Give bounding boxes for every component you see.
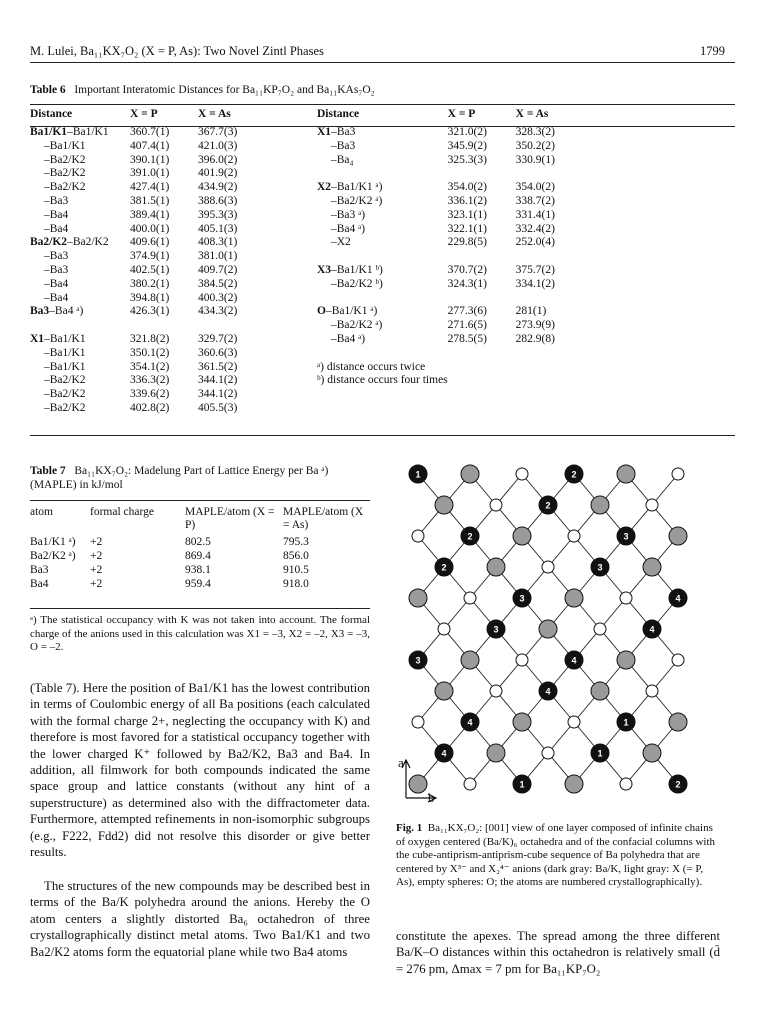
table-cell: 329.7(2) — [198, 332, 238, 345]
table6-grid — [317, 108, 586, 388]
table-cell: 910.5 — [283, 564, 309, 576]
table-cell: 390.1(1) — [130, 153, 170, 166]
table-cell — [317, 347, 448, 361]
table-row — [30, 292, 268, 306]
atom-sphere — [620, 778, 632, 790]
atom-number: 1 — [623, 717, 629, 728]
atom-sphere — [412, 530, 424, 542]
table-cell: –Ba1/K1 — [44, 360, 86, 373]
table-cell: 322.1(1) — [447, 222, 487, 235]
atom-sphere — [516, 468, 528, 480]
atom-sphere — [487, 744, 505, 762]
table-row — [30, 223, 268, 237]
table-cell: 325.3(3) — [447, 153, 487, 166]
table-cell — [516, 292, 586, 306]
table-cell: 344.1(2) — [198, 374, 238, 387]
table-cell: 324.3(1) — [447, 277, 487, 290]
table-cell: –Ba3 — [331, 139, 356, 152]
table-row — [317, 292, 586, 306]
table-cell: 426.3(1) — [130, 305, 170, 318]
atom-sphere — [646, 685, 658, 697]
table-row — [317, 278, 586, 292]
table-cell: –Ba2/K2 — [44, 374, 86, 387]
table-row — [30, 333, 268, 347]
atom-sphere — [568, 530, 580, 542]
table7-footnote: ᵃ) The statistical occupancy with K was not taken into account. The formal charge of the anions used in this calculation was X1 = –3, X2 = –2, X3 = –3, O = –2. — [30, 614, 370, 653]
table-cell: –Ba2/K2 ᵃ) — [331, 194, 383, 207]
table6-header-cell: Distance — [30, 108, 73, 120]
table6-left-block — [30, 108, 268, 416]
table-row — [30, 564, 368, 578]
table-row — [317, 361, 586, 375]
table-cell — [130, 319, 198, 333]
table-cell: 334.1(2) — [515, 277, 555, 290]
table-cell: 331.4(1) — [515, 208, 555, 221]
table6-header-rule — [30, 126, 735, 127]
atom-sphere — [435, 682, 453, 700]
table-row — [317, 236, 586, 250]
paragraph-1: (Table 7). Here the position of Ba1/K1 has the lowest contribution in terms of Coulombic energy of all Ba positions (each calculated with the formal charge 2+, neglecting the occupancy with K) and therefore is most favored for a statistical occupancy together with the lower charged K⁺ followed by Ba2/K2, Ba3 and Ba4. In addition, all filmwork for both compounds indicated the same space group and lattice constants (without any hint of a superstructure) as determined also with the diffractometer data. Furthermore, attempted refinements in non-isomorphic subgroups (e.g., F222, Fdd2) did not resolve this disorder or give better results. — [30, 681, 370, 860]
atom-sphere — [435, 496, 453, 514]
table-cell: +2 — [90, 564, 103, 576]
table-cell: 323.1(1) — [447, 208, 487, 221]
table-cell: 381.0(1) — [198, 250, 238, 263]
atom-sphere — [669, 713, 687, 731]
table6-caption — [30, 84, 375, 96]
table-cell: 394.8(1) — [130, 291, 170, 304]
table-row — [317, 195, 586, 209]
table-cell: 405.1(3) — [198, 222, 238, 235]
figure-1-text: Ba₁₁KX₇O₂: [001] view of one layer composed of infinite chains of oxygen centered (Ba/K)₆ octahedra and of the confacial columns with the cube-antiprism-antiprism-cube sequence of Ba polyhedra that are centered by X³⁻ and X₂⁴⁻ anions (dark gray: Ba/K, light gray: X (= P, As), empty spheres: O; the atoms are numbered crystallographically). — [396, 822, 716, 888]
table-cell: –Ba2/K2 — [44, 167, 86, 180]
axis-label-a: a — [398, 755, 404, 770]
table-cell: 400.0(1) — [130, 222, 170, 235]
table-cell: –Ba4 ᵃ) — [331, 332, 366, 345]
figure-1 — [398, 460, 708, 820]
atom-sphere — [513, 527, 531, 545]
table-row — [317, 374, 586, 388]
table-row — [317, 140, 586, 154]
table-cell: –Ba3 — [44, 263, 69, 276]
atom-sphere — [591, 496, 609, 514]
table-cell: 339.6(2) — [130, 388, 170, 401]
table-cell: 402.8(2) — [130, 401, 170, 414]
table6-bottom-rule — [30, 435, 735, 436]
table-cell: ᵇ) distance occurs four times — [317, 374, 448, 387]
table7 — [30, 506, 370, 592]
table-cell — [448, 250, 516, 264]
table-cell: –Ba1/K1 — [44, 346, 86, 359]
table-row — [317, 319, 586, 333]
table-cell — [516, 361, 586, 375]
table-cell: 321.0(2) — [447, 126, 487, 138]
table6-header-cell: Distance — [317, 108, 360, 120]
table-cell: X1–Ba3 — [317, 126, 356, 138]
table-cell: 381.5(1) — [130, 194, 170, 207]
table-cell: Ba1/K1 ᵃ) — [30, 536, 76, 548]
table6-header-cell: X = As — [515, 108, 549, 120]
table-cell: 344.1(2) — [198, 388, 238, 401]
table-row — [30, 195, 268, 209]
figure-1-caption — [396, 822, 720, 890]
table-cell: 354.0(2) — [447, 181, 487, 194]
table-cell: 389.4(1) — [130, 208, 170, 221]
table-row — [317, 154, 586, 168]
table-row — [30, 374, 268, 388]
figure-1-label: Fig. 1 — [396, 822, 423, 834]
table-cell: 938.1 — [185, 564, 211, 576]
table7-header-cell: MAPLE/atom (X = As) — [283, 506, 364, 531]
atom-sphere — [565, 775, 583, 793]
table-row — [30, 264, 268, 278]
table-cell: +2 — [90, 536, 103, 548]
table-cell: –Ba2/K2 ᵃ) — [331, 319, 383, 332]
table-cell — [30, 319, 130, 333]
atom-sphere — [591, 682, 609, 700]
atom-number: 3 — [415, 655, 421, 666]
table6-header-cell: X = P — [130, 108, 158, 120]
table-cell: 409.7(2) — [198, 263, 238, 276]
atom-number: 3 — [519, 593, 525, 604]
header-rule — [30, 62, 735, 63]
table-cell: 380.2(1) — [130, 277, 170, 290]
table7-bottom-rule — [30, 608, 370, 609]
table-cell: –X2 — [331, 236, 351, 249]
table-cell: 252.0(4) — [515, 236, 555, 249]
atom-sphere — [464, 778, 476, 790]
table-row — [30, 236, 268, 250]
table-cell: 405.5(3) — [198, 401, 238, 414]
atom-number: 2 — [675, 779, 681, 790]
table-cell — [317, 250, 448, 264]
table-cell: 407.4(1) — [130, 139, 170, 152]
atom-number: 2 — [545, 500, 551, 511]
table7-label: Table 7 — [30, 465, 66, 477]
atom-sphere — [542, 747, 554, 759]
table-cell: 336.3(2) — [130, 374, 170, 387]
table-row — [30, 319, 268, 333]
table-cell: +2 — [90, 550, 103, 562]
table-row — [30, 209, 268, 223]
table-cell: 959.4 — [185, 578, 211, 590]
table-cell: 360.7(1) — [130, 126, 170, 138]
table-cell: Ba2/K2–Ba2/K2 — [30, 236, 109, 249]
atom-sphere — [617, 465, 635, 483]
table-row — [317, 250, 586, 264]
atom-number: 1 — [415, 469, 421, 480]
table-cell: 388.6(3) — [198, 194, 238, 207]
table-cell: 278.5(5) — [447, 332, 487, 345]
table-cell: –Ba4 ᵃ) — [331, 222, 366, 235]
table-cell: 332.4(2) — [515, 222, 555, 235]
table-cell — [448, 374, 516, 388]
table-row — [317, 264, 586, 278]
table-row — [30, 402, 268, 416]
atom-sphere — [539, 620, 557, 638]
table-cell: 427.4(1) — [130, 181, 170, 194]
table-cell: –Ba1/K1 — [44, 139, 86, 152]
table7-grid — [30, 506, 368, 592]
atom-sphere — [672, 654, 684, 666]
atom-sphere — [490, 499, 502, 511]
atom-sphere — [672, 468, 684, 480]
axis-label-b: b — [428, 790, 435, 805]
table-row — [317, 181, 586, 195]
table-cell: X3–Ba1/K1 ᵇ) — [317, 263, 383, 276]
table-cell: 354.0(2) — [515, 181, 555, 194]
table-cell: Ba4 — [30, 578, 49, 590]
table-cell: +2 — [90, 578, 103, 590]
table7-header-cell: atom — [30, 506, 53, 518]
atom-sphere — [409, 775, 427, 793]
table-cell: 281(1) — [515, 305, 547, 318]
table-cell: –Ba4 — [44, 208, 69, 221]
atom-sphere — [487, 558, 505, 576]
table-cell: 370.7(2) — [447, 263, 487, 276]
page-number: 1799 — [700, 44, 725, 58]
table6-top-rule — [30, 104, 735, 105]
table-row — [30, 305, 268, 319]
table-cell: –Ba2/K2 — [44, 181, 86, 194]
table-cell: 277.3(6) — [447, 305, 487, 318]
atom-sphere — [568, 716, 580, 728]
atom-number: 4 — [649, 624, 655, 635]
table-row — [30, 347, 268, 361]
table-cell: 795.3 — [283, 536, 309, 548]
table7-caption — [30, 464, 370, 492]
table-cell: 229.8(5) — [447, 236, 487, 249]
atom-sphere — [438, 623, 450, 635]
table7-header-cell: MAPLE/atom (X = P) — [185, 506, 275, 531]
atom-sphere — [643, 744, 661, 762]
table-row — [317, 209, 586, 223]
atom-sphere — [594, 623, 606, 635]
table-cell: 421.0(3) — [198, 139, 238, 152]
atom-number: 2 — [441, 562, 447, 573]
table-cell: 282.9(8) — [515, 332, 555, 345]
table-cell: 434.9(2) — [198, 181, 238, 194]
atom-number: 1 — [597, 748, 603, 759]
table-cell: 354.1(2) — [130, 360, 170, 373]
running-header: M. Lulei, Ba₁₁KX₇O₂ (X = P, As): Two Novel Zintl Phases — [30, 44, 324, 58]
table-cell: –Ba2/K2 — [44, 401, 86, 414]
table-cell: –Ba4 — [44, 291, 69, 304]
table-cell: 395.3(3) — [198, 208, 238, 221]
table-row — [317, 347, 586, 361]
atom-number: 4 — [545, 686, 551, 697]
table-row — [30, 550, 368, 564]
atom-sphere — [620, 592, 632, 604]
crystal-structure-diagram — [398, 460, 708, 820]
table-cell: O–Ba1/K1 ᵃ) — [317, 305, 378, 318]
table6-title: Important Interatomic Distances for Ba₁₁KP₇O₂ and Ba₁₁KAs₇O₂ — [74, 84, 375, 96]
table-cell: 273.9(9) — [515, 319, 555, 332]
table6-header-cell: X = As — [198, 108, 231, 120]
table-cell: –Ba4 — [44, 222, 69, 235]
table-cell: –Ba2/K2 — [44, 388, 86, 401]
table-cell — [516, 167, 586, 181]
table-cell: Ba3 — [30, 564, 49, 576]
table-cell: –Ba3 ᵃ) — [331, 208, 366, 221]
table-row — [317, 305, 586, 319]
table-row — [30, 361, 268, 375]
table-cell: 869.4 — [185, 550, 211, 562]
table-cell: X2–Ba1/K1 ᵃ) — [317, 181, 383, 194]
table-cell: 401.9(2) — [198, 167, 238, 180]
table-cell: 336.1(2) — [447, 194, 487, 207]
atom-number: 3 — [623, 531, 629, 542]
table-row — [30, 250, 268, 264]
table-row — [30, 578, 368, 592]
atom-sphere — [464, 592, 476, 604]
table-cell: 360.6(3) — [198, 346, 238, 359]
atom-sphere — [461, 465, 479, 483]
atom-number: 3 — [597, 562, 603, 573]
table-row — [30, 181, 268, 195]
table-cell: –Ba4 — [44, 277, 69, 290]
table-cell: 374.9(1) — [130, 250, 170, 263]
table6-header-cell: X = P — [447, 108, 476, 120]
table-cell: 856.0 — [283, 550, 309, 562]
table-cell: 328.3(2) — [515, 126, 555, 138]
table-row — [30, 536, 368, 550]
table7-title: Ba₁₁KX₇O₂: Madelung Part of Lattice Energy per Ba ᵃ) (MAPLE) in kJ/mol — [30, 465, 329, 491]
atom-number: 2 — [571, 469, 577, 480]
table7-top-rule — [30, 500, 370, 501]
atom-number: 4 — [571, 655, 577, 666]
table-row — [30, 278, 268, 292]
table-cell: 409.6(1) — [130, 236, 170, 249]
table-row — [30, 140, 268, 154]
table-cell: ᵃ) distance occurs twice — [317, 360, 426, 373]
table-cell — [317, 292, 448, 306]
table-cell: Ba3–Ba4 ᵃ) — [30, 305, 84, 318]
table-cell: 361.5(2) — [198, 360, 238, 373]
table-cell: 391.0(1) — [130, 167, 170, 180]
table6-right-block — [317, 108, 586, 388]
table-cell: 330.9(1) — [515, 153, 555, 166]
table-cell: –Ba3 — [44, 194, 69, 207]
paragraph-2: The structures of the new compounds may be described best in terms of the Ba/K polyhedra around the anions. Hereby the O atom centers a slightly distorted Ba₆ octahedron of three crystallographically distinct metal atoms. Two Ba1/K1 and two Ba2/K2 atoms form the equatorial plane while two Ba4 atoms — [30, 879, 370, 959]
atom-number: 4 — [441, 748, 447, 759]
table-row — [30, 126, 268, 140]
table-cell: 350.1(2) — [130, 346, 170, 359]
atom-number: 4 — [675, 593, 681, 604]
table-cell: Ba1/K1–Ba1/K1 — [30, 126, 109, 138]
table-cell: –Ba2/K2 ᵇ) — [331, 277, 383, 290]
table-row — [317, 223, 586, 237]
table-cell: 400.3(2) — [198, 291, 238, 304]
atom-number: 4 — [467, 717, 473, 728]
table-row — [317, 333, 586, 347]
table-cell: 918.0 — [283, 578, 309, 590]
atom-number: 2 — [467, 531, 473, 542]
table-row — [317, 126, 586, 140]
table-cell: 345.9(2) — [447, 139, 487, 152]
table-cell: –Ba2/K2 — [44, 153, 86, 166]
atom-sphere — [516, 654, 528, 666]
atom-sphere — [643, 558, 661, 576]
table-cell — [516, 347, 586, 361]
table-row — [30, 388, 268, 402]
table-cell: 384.5(2) — [198, 277, 238, 290]
table-cell — [448, 361, 516, 375]
atom-sphere — [412, 716, 424, 728]
table-cell: –Ba₄ — [331, 153, 354, 166]
table-cell: Ba2/K2 ᵃ) — [30, 550, 76, 562]
table-row — [30, 167, 268, 181]
atom-sphere — [565, 589, 583, 607]
table-cell: 802.5 — [185, 536, 211, 548]
atom-number: 3 — [493, 624, 499, 635]
table-cell — [516, 250, 586, 264]
atom-number: 1 — [519, 779, 525, 790]
table-row — [30, 154, 268, 168]
table6-grid — [30, 108, 268, 416]
table7-header-cell: formal charge — [90, 506, 154, 518]
atom-sphere — [669, 527, 687, 545]
table-cell — [448, 167, 516, 181]
table-cell: 434.3(2) — [198, 305, 238, 318]
table-cell: 408.3(1) — [198, 236, 238, 249]
atom-sphere — [409, 589, 427, 607]
table-cell: X1–Ba1/K1 — [30, 332, 86, 345]
table-cell — [448, 292, 516, 306]
table-cell: 396.0(2) — [198, 153, 238, 166]
table-cell: 402.5(1) — [130, 263, 170, 276]
table-cell: 350.2(2) — [515, 139, 555, 152]
table-cell: 271.6(5) — [447, 319, 487, 332]
table-cell — [198, 319, 268, 333]
table-cell: 367.7(3) — [198, 126, 238, 138]
table-row — [317, 167, 586, 181]
table6-label: Table 6 — [30, 84, 66, 96]
table-cell: –Ba3 — [44, 250, 69, 263]
atom-sphere — [490, 685, 502, 697]
atom-sphere — [617, 651, 635, 669]
atom-sphere — [646, 499, 658, 511]
atom-sphere — [542, 561, 554, 573]
table-cell — [448, 347, 516, 361]
table-cell — [317, 167, 448, 181]
table-cell — [516, 374, 586, 388]
atom-sphere — [461, 651, 479, 669]
atom-sphere — [513, 713, 531, 731]
paragraph-3: constitute the apexes. The spread among the three different Ba/K–O distances within this octahedron is relatively small (d̄ = 276 pm, Δmax = 7 pm for Ba₁₁KP₇O₂ — [396, 929, 720, 976]
table-cell: 375.7(2) — [515, 263, 555, 276]
table-cell: 321.8(2) — [130, 332, 170, 345]
table-cell: 338.7(2) — [515, 194, 555, 207]
